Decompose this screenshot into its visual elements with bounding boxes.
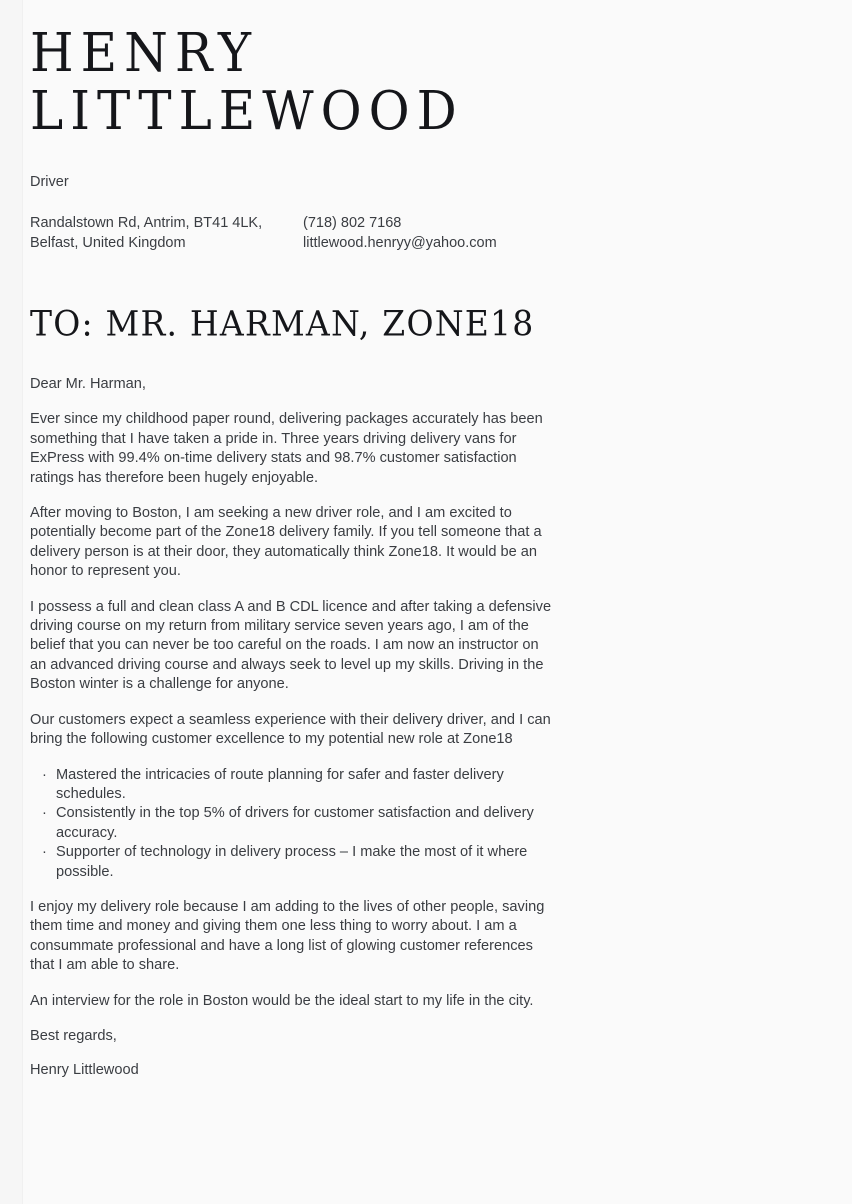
list-item: [30, 766, 570, 805]
address-line-2: Belfast, United Kingdom: [30, 234, 186, 251]
name-header: [30, 0, 570, 142]
contact-phone-email: [303, 214, 497, 253]
name-line-first: HENRY: [30, 22, 258, 84]
achievements-list: [30, 766, 570, 882]
contact-address: [30, 214, 303, 253]
body-paragraph: After moving to Boston, I am seeking a new driver role, and I am excited to potentially become part of the Zone18 delivery family. If you tell someone that a delivery person is at their door, they automatically think Zone18. It would be an honor to represent you.: [30, 505, 542, 580]
letter-content: [30, 0, 570, 1081]
job-title: Driver: [30, 174, 69, 190]
body-paragraph: Our customers expect a seamless experience with their delivery driver, and I can bring the following customer excellence to my potential new role at Zone18: [30, 711, 551, 748]
address-line-1: Randalstown Rd, Antrim, BT41 4LK,: [30, 215, 263, 231]
body-paragraph: An interview for the role in Boston would be the ideal start to my life in the city.: [30, 992, 534, 1009]
list-item-text: Supporter of technology in delivery process – I make the most of it where possible.: [56, 844, 528, 880]
closing-line: Best regards,: [30, 1027, 117, 1044]
bullet-icon: ·: [42, 805, 47, 822]
list-item-text: Mastered the intricacies of route planning for safer and faster delivery schedules.: [56, 766, 504, 802]
body-paragraph: I possess a full and clean class A and B CDL licence and after taking a defensive driving course on my return from military service seven years ago, I am of the belief that you can never be too careful on the roads. I am now an instructor on an advanced driving course and always seek to level up my skills. Driving in the Boston winter is a challenge for anyone.: [30, 598, 552, 693]
left-margin-strip: [0, 0, 23, 1204]
bullet-icon: ·: [42, 844, 47, 861]
body-paragraph: I enjoy my delivery role because I am adding to the lives of other people, saving them time and money and giving them one less thing to worry about. I am a consummate professional and have a long list of glowing customer references that I am able to share.: [30, 898, 545, 974]
bullet-icon: ·: [42, 766, 47, 783]
list-item: [30, 804, 570, 843]
email-address: littlewood.henryy@yahoo.com: [303, 234, 497, 251]
phone-number: (718) 802 7168: [303, 215, 402, 231]
salutation: Dear Mr. Harman,: [30, 376, 146, 392]
name-line-last: LITTLEWOOD: [30, 80, 464, 142]
recipient-heading: TO: MR. HARMAN, ZONE18: [30, 303, 535, 344]
list-item-text: Consistently in the top 5% of drivers for customer satisfaction and delivery accuracy.: [56, 805, 534, 841]
contact-details: [30, 214, 570, 253]
letter-body: [30, 375, 570, 1081]
list-item: [30, 843, 570, 882]
signature-name: Henry Littlewood: [30, 1062, 139, 1079]
body-paragraph: Ever since my childhood paper round, delivering packages accurately has been something that I have taken a pride in. Three years driving delivery vans for ExPress with 99.4% on-time delivery stats and 98.7% customer satisfaction ratings has therefore been hugely enjoyable.: [30, 411, 543, 486]
